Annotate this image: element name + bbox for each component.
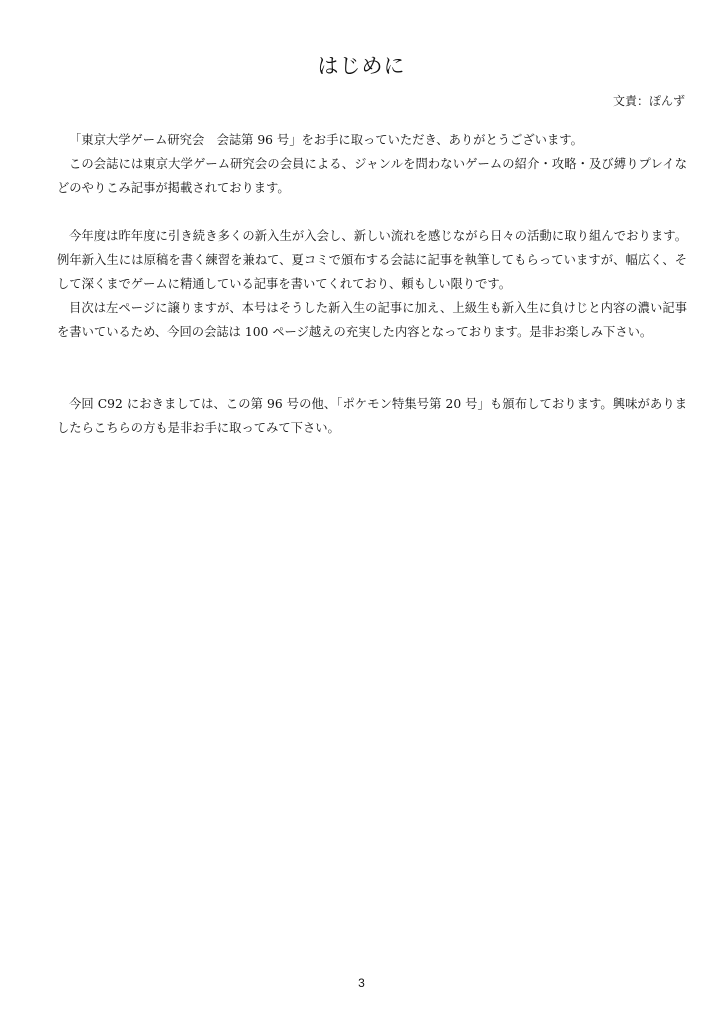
paragraph-new-members: 今年度は昨年度に引き続き多くの新入生が入会し、新しい流れを感じながら日々の活動に取り組んでおります。例年新入生には原稿を書く練習を兼ねて、夏コミで頒布する会誌に記事を執筆してもらっていますが、幅広く、そして深くまでゲームに精通している記事を書いてくれており、頼もしい限りです。 — [57, 229, 687, 291]
paragraph-table-of-contents: 目次は左ページに譲りますが、本号はそうした新入生の記事に加え、上級生も新入生に負けじと内容の濃い記事を書いているため、今回の会誌は 100 ページ越えの充実した内容となっております。是非お楽しみ下さい。 — [57, 301, 687, 339]
page-title: はじめに — [317, 54, 406, 78]
author-credit: 文責：ぽんず — [612, 94, 685, 108]
body-text — [57, 128, 687, 440]
paragraph-contents-intro: この会誌には東京大学ゲーム研究会の会員による、ジャンルを問わないゲームの紹介・攻略・及び縛りプレイなどのやりこみ記事が掲載されております。 — [57, 157, 687, 195]
paragraph-greeting: 「東京大学ゲーム研究会 会誌第 96 号」をお手に取っていただき、ありがとうございます。 — [69, 133, 583, 147]
paragraph-spacer — [57, 344, 687, 392]
paragraph-c92-notice: 今回 C92 におきましては、この第 96 号の他、「ポケモン特集号第 20 号」も頒布しております。興味がありましたらこちらの方も是非お手に取ってみて下さい。 — [57, 397, 687, 435]
paragraph-spacer — [57, 200, 687, 224]
page-number: 3 — [358, 976, 365, 990]
